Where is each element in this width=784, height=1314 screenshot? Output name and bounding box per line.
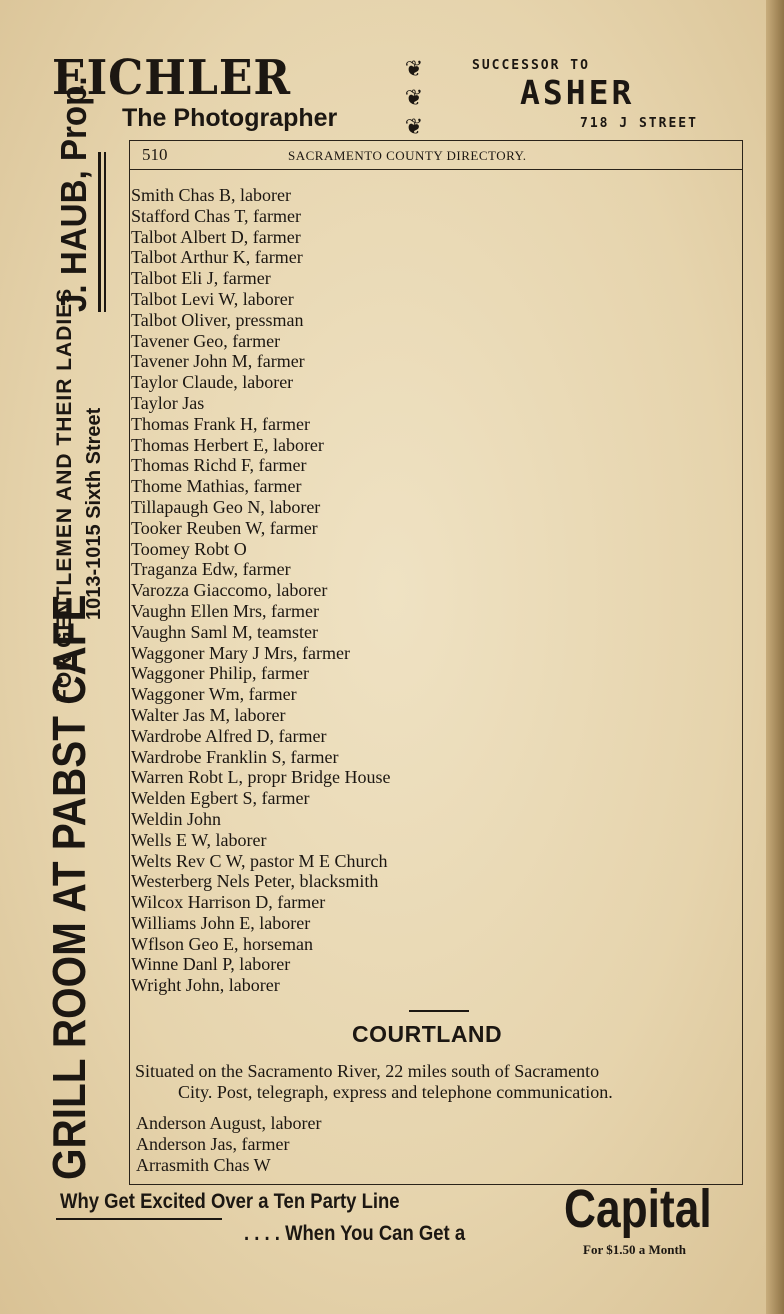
directory-entry: Thomas Frank H, farmer (131, 413, 310, 434)
directory-entry: Wilcox Harrison D, farmer (131, 892, 326, 913)
directory-entry: Talbot Levi W, laborer (131, 288, 294, 309)
directory-entry: Arrasmith Chas W (136, 1154, 271, 1175)
directory-entry: Vaughn Ellen Mrs, farmer (131, 600, 319, 621)
header-ad-right-name: ASHER (520, 73, 635, 112)
directory-entry: Warren Robt L, propr Bridge House (131, 767, 391, 788)
book-spine-edge (766, 0, 784, 1314)
section-description-line: City. Post, telegraph, express and telephone communication. (178, 1082, 613, 1102)
directory-entry: Winne Danl P, laborer (131, 954, 291, 975)
header-ad-address: 718 J STREET (580, 116, 698, 131)
running-title: SACRAMENTO COUNTY DIRECTORY. (288, 148, 527, 163)
directory-list (131, 185, 391, 996)
footer-ad-line-1: Why Get Excited Over a Ten Party Line (60, 1190, 400, 1213)
directory-entry: Walter Jas M, laborer (131, 704, 286, 725)
section-heading: COURTLAND (352, 1021, 503, 1047)
directory-entry: Wright John, laborer (131, 975, 280, 996)
directory-entry: Williams John E, laborer (131, 912, 311, 933)
directory-entry: Wardrobe Franklin S, farmer (131, 746, 339, 767)
header-rule (129, 169, 743, 170)
directory-entry: Stafford Chas T, farmer (131, 205, 301, 226)
directory-entry: Toomey Robt O (131, 538, 247, 559)
directory-entry: Traganza Edw, farmer (131, 559, 291, 580)
directory-entry: Varozza Giaccomo, laborer (131, 580, 328, 601)
page-frame-right (742, 140, 743, 1184)
ornament-icon: ❦ ❦ ❦ (404, 56, 424, 139)
directory-entry: Welden Egbert S, farmer (131, 788, 310, 809)
directory-entry: Talbot Oliver, pressman (131, 309, 304, 330)
side-ad-tagline: FOR GENTLEMEN AND THEIR LADIES (53, 287, 76, 702)
directory-entry: Wardrobe Alfred D, farmer (131, 725, 327, 746)
directory-entry: Wflson Geo E, horseman (131, 933, 313, 954)
directory-entry: Weldin John (131, 808, 222, 829)
directory-entry: Taylor Jas (131, 392, 205, 413)
side-ad-rule (104, 152, 106, 312)
page-frame-left (129, 140, 130, 1184)
directory-entry: Thomas Richd F, farmer (131, 455, 307, 476)
directory-entry: Smith Chas B, laborer (131, 185, 291, 205)
directory-entry: Westerberg Nels Peter, blacksmith (131, 871, 379, 892)
footer-ad-brand: Capital (564, 1179, 712, 1239)
directory-entry: Anderson August, laborer (136, 1113, 322, 1133)
footer-ad-price: For $1.50 a Month (583, 1242, 687, 1257)
directory-entry: Waggoner Philip, farmer (131, 663, 309, 684)
directory-entry: Wells E W, laborer (131, 829, 267, 850)
footer-ad-line-2: . . . . When You Can Get a (244, 1222, 466, 1245)
header-ad-successor-label: SUCCESSOR TO (472, 58, 590, 73)
directory-entry: Tavener Geo, farmer (131, 330, 281, 351)
side-ad-rule (98, 152, 101, 312)
directory-entry: Taylor Claude, laborer (131, 372, 294, 393)
footer-ad-underline (56, 1218, 222, 1220)
directory-entry: Anderson Jas, farmer (136, 1133, 290, 1154)
page-number: 510 (142, 145, 168, 164)
directory-entry: Vaughn Saml M, teamster (131, 621, 318, 642)
directory-entry: Tooker Reuben W, farmer (131, 517, 318, 538)
side-ad-address: 1013-1015 Sixth Street (83, 407, 105, 620)
header-ad-left-subtitle: The Photographer (122, 104, 338, 132)
section-divider (409, 1010, 469, 1012)
directory-entry: Waggoner Wm, farmer (131, 684, 297, 705)
directory-entry: Talbot Albert D, farmer (131, 226, 301, 247)
side-ad-name: GRILL ROOM AT PABST CAFE (43, 594, 95, 1180)
directory-entry: Welts Rev C W, pastor M E Church (131, 850, 388, 871)
directory-entry: Tillapaugh Geo N, laborer (131, 496, 321, 517)
section-description-line: Situated on the Sacramento River, 22 miles south of Sacramento (135, 1061, 600, 1081)
directory-entry: Thome Mathias, farmer (131, 476, 302, 497)
page-frame-top (129, 140, 743, 141)
header-ad-left-name: EICHLER (52, 50, 292, 106)
side-ad-proprietor: J. HAUB, Prop. (53, 76, 94, 312)
directory-entry: Talbot Arthur K, farmer (131, 247, 303, 268)
directory-entry: Waggoner Mary J Mrs, farmer (131, 642, 350, 663)
directory-entry: Thomas Herbert E, laborer (131, 434, 324, 455)
directory-entry: Tavener John M, farmer (131, 351, 305, 372)
directory-entry: Talbot Eli J, farmer (131, 268, 271, 289)
section-directory-list (136, 1113, 321, 1175)
